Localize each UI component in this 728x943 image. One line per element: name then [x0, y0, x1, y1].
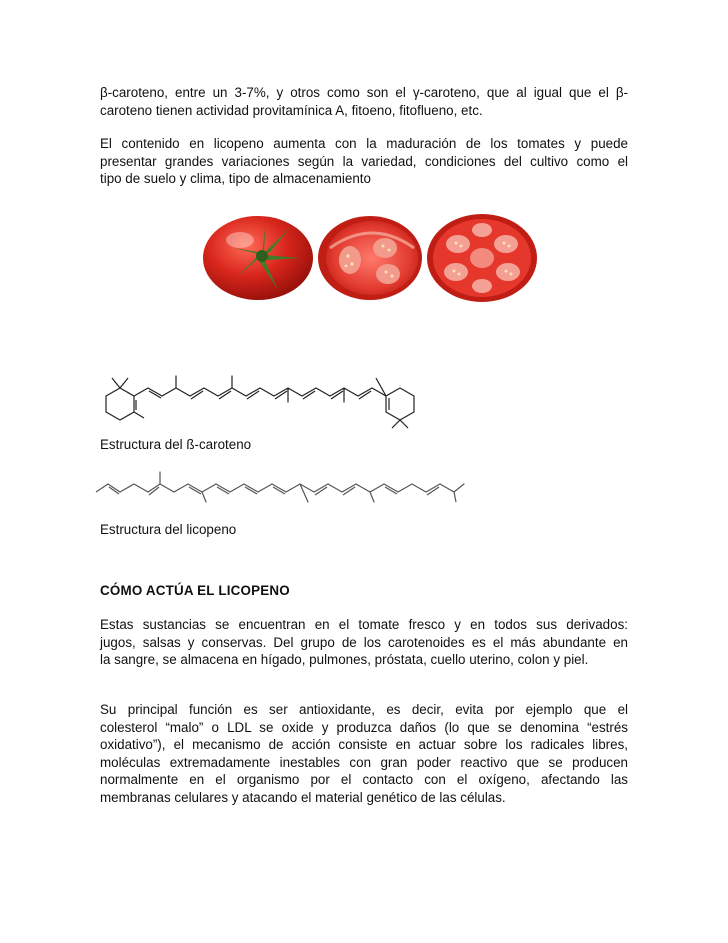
text-line: normalmente en el organismo por el contacto con el oxígeno, afectando las	[100, 772, 628, 787]
text-line: moléculas extremadamente inestables con gran poder reactivo que se producen	[100, 754, 628, 770]
paragraph-lycopene-ripening	[100, 135, 628, 188]
text-line: El contenido en licopeno aumenta con la maduración de los tomates y puede	[100, 136, 628, 151]
caption-lycopene: Estructura del licopeno	[100, 522, 237, 537]
text-line: la sangre, se almacena en hígado, pulmones, próstata, cuello uterino, colon y piel.	[100, 652, 589, 667]
caption-beta-carotene: Estructura del ß-caroteno	[100, 437, 252, 452]
text-line: jugos, salsas y conservas. Del grupo de los carotenoides es el más abundante en	[100, 634, 628, 650]
paragraph-antioxidant-function	[100, 701, 628, 806]
paragraph-lycopene-sources	[100, 616, 628, 669]
sliced-tomato-image	[427, 214, 537, 302]
lycopene-structure	[94, 470, 466, 512]
tomato-images	[200, 208, 540, 308]
beta-carotene-structure	[100, 370, 420, 430]
text-line: caroteno tienen actividad provitamínica A, fitoeno, fitoflueno, etc.	[100, 102, 483, 118]
text-line: oxidativo”), el mecanismo de acción consiste en actuar sobre los radicales libres,	[100, 737, 628, 752]
cut-tomato-side-image	[318, 216, 422, 300]
text-line: Su principal función es ser antioxidante, es decir, evita por ejemplo que el	[100, 702, 628, 717]
text-line: presentar grandes variaciones según la variedad, condiciones del cultivo como el	[100, 153, 628, 169]
text-line: colesterol “malo” o LDL se oxide y produzca daños (lo que se denomina “estrés	[100, 719, 628, 735]
section-heading: CÓMO ACTÚA EL LICOPENO	[100, 583, 290, 598]
text-line: tipo de suelo y clima, tipo de almacenamiento	[100, 171, 371, 186]
text-line: β-caroteno, entre un 3-7%, y otros como son el γ-caroteno, que al igual que el β-	[100, 85, 628, 100]
paragraph-carotene-intro	[100, 84, 628, 119]
text-line: Estas sustancias se encuentran en el tomate fresco y en todos sus derivados:	[100, 617, 628, 632]
text-line: membranas celulares y atacando el material genético de las células.	[100, 789, 506, 805]
whole-tomato-image	[203, 216, 313, 300]
